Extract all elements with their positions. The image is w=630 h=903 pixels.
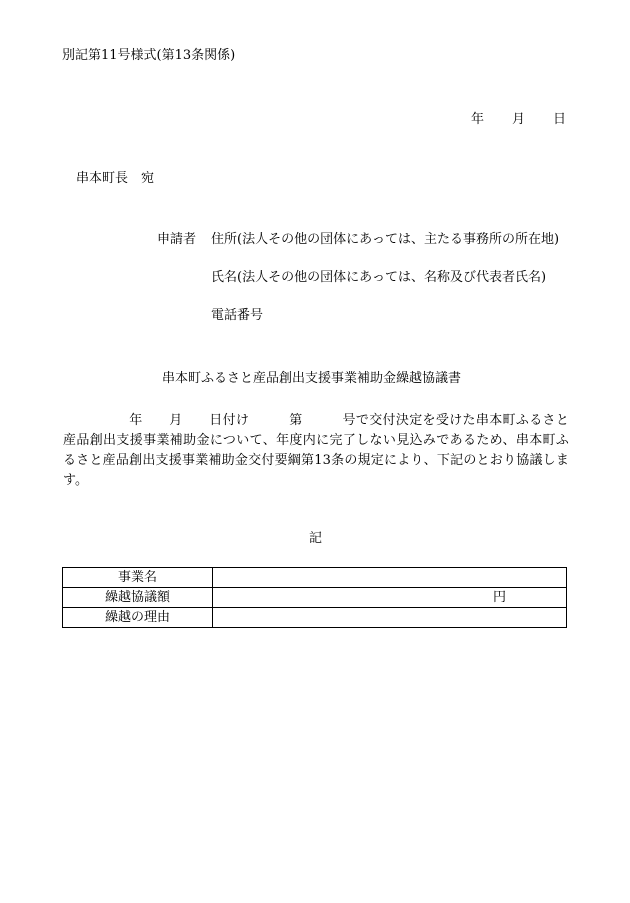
date-month: 月 — [511, 112, 525, 127]
date-year: 年 — [470, 112, 484, 127]
applicant-details — [211, 232, 559, 324]
row-value — [213, 608, 567, 628]
body-text: 年 月 日付け 第 号で交付決定を受けた串本町ふるさと産品創出支援事業補助金について、年度内に完了しない見込みであるため、串本町ふるさと産品創出支援事業補助金交付要綱第13条の規定により、下記のとおり協議します。 — [63, 413, 569, 488]
applicant-address: 住所(法人その他の団体にあっては、主たる事務所の所在地) — [211, 232, 560, 247]
document-title: 串本町ふるさと産品創出支援事業補助金繰越協議書 — [162, 371, 462, 386]
row-label: 繰越の理由 — [63, 608, 213, 628]
applicant-label: 申請者 — [157, 232, 197, 247]
row-value — [213, 568, 567, 588]
table-row — [63, 608, 567, 628]
body-paragraph — [63, 411, 569, 491]
table-row — [63, 568, 567, 588]
row-label: 繰越協議額 — [63, 588, 213, 608]
date-day: 日 — [552, 112, 566, 127]
recipient: 串本町長 宛 — [76, 171, 155, 186]
row-value: 円 — [213, 588, 567, 608]
form-number: 別記第11号様式(第13条関係) — [62, 48, 236, 63]
applicant-phone: 電話番号 — [211, 308, 264, 323]
table-row — [63, 588, 567, 608]
applicant-name: 氏名(法人その他の団体にあっては、名称及び代表者氏名) — [211, 270, 547, 285]
info-table — [62, 567, 567, 628]
row-label: 事業名 — [63, 568, 213, 588]
date-line — [471, 108, 566, 127]
ki-heading: 記 — [309, 531, 323, 546]
